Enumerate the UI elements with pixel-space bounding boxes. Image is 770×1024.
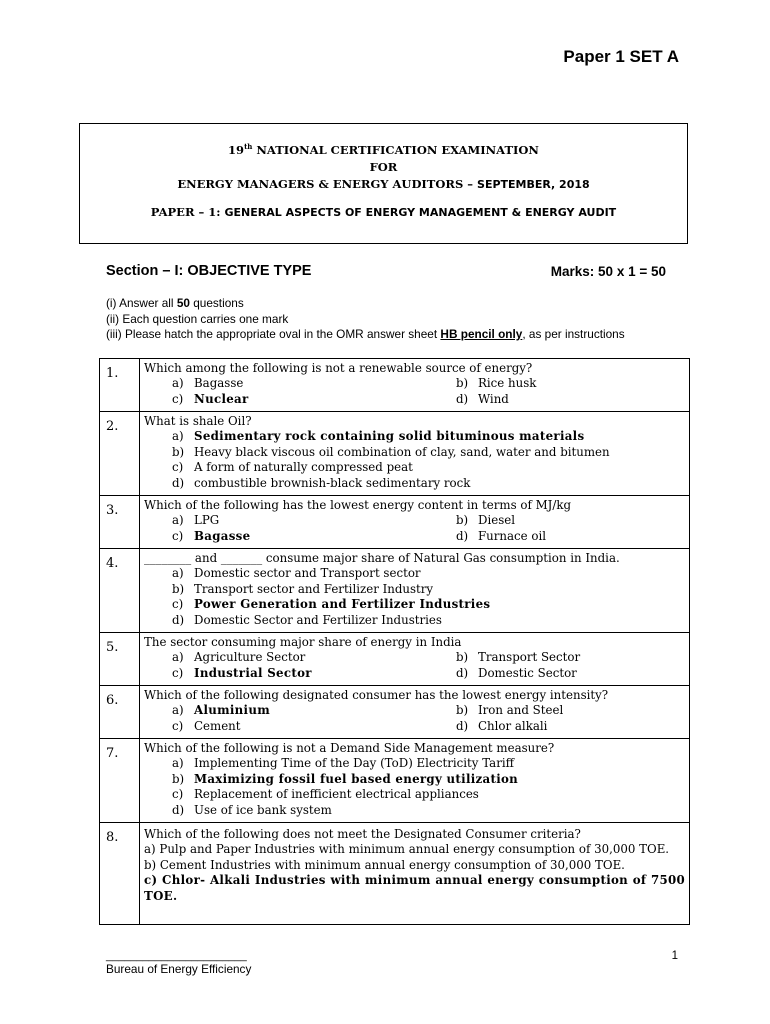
option-b[interactable]: b) Transport sector and Fertilizer Industry bbox=[172, 581, 434, 596]
exam-date: SEPTEMBER, 2018 bbox=[477, 177, 590, 191]
question-text: Which of the following designated consumer has the lowest energy intensity? bbox=[144, 688, 609, 702]
question-number: 1. bbox=[100, 359, 140, 412]
question-body bbox=[140, 412, 690, 496]
exam-title bbox=[80, 142, 687, 157]
instruction-1 bbox=[106, 296, 625, 312]
option-d[interactable]: d) Domestic Sector bbox=[456, 665, 577, 680]
exam-audience bbox=[80, 177, 687, 191]
option-a[interactable]: a) Agriculture Sector bbox=[172, 650, 306, 665]
option-d[interactable]: d) Domestic Sector and Fertilizer Industries bbox=[172, 612, 442, 627]
question-body bbox=[140, 359, 690, 412]
question-row bbox=[100, 633, 690, 686]
option-c[interactable]: c) Industrial Sector bbox=[172, 665, 312, 680]
question-body bbox=[140, 739, 690, 823]
footer-organization: Bureau of Energy Efficiency bbox=[106, 962, 252, 976]
option-d[interactable]: d) combustible brownish-black sedimentary rock bbox=[172, 475, 471, 490]
option-d[interactable]: d) Furnace oil bbox=[456, 528, 547, 543]
question-text: What is shale Oil? bbox=[144, 414, 252, 428]
option-b[interactable]: b) Cement Industries with minimum annual energy consumption of 30,000 TOE. bbox=[144, 857, 625, 872]
instruction-3 bbox=[106, 327, 625, 343]
question-row bbox=[100, 686, 690, 739]
question-number: 6. bbox=[100, 686, 140, 739]
instruction-3-post: , as per instructions bbox=[522, 327, 625, 341]
option-c[interactable]: c) Nuclear bbox=[172, 391, 249, 406]
paper-prefix: PAPER – 1: bbox=[150, 204, 225, 219]
exam-number-suffix: th bbox=[244, 142, 253, 151]
page-number: 1 bbox=[671, 950, 678, 962]
option-c[interactable]: c) Bagasse bbox=[172, 528, 251, 543]
instruction-1-post: questions bbox=[189, 296, 244, 310]
option-c[interactable]: c) Replacement of inefficient electrical appliances bbox=[172, 787, 479, 802]
question-text: Which of the following has the lowest energy content in terms of MJ/kg bbox=[144, 498, 572, 512]
question-row bbox=[100, 359, 690, 412]
question-body bbox=[140, 823, 690, 925]
option-b[interactable]: b) Heavy black viscous oil combination of clay, sand, water and bitumen bbox=[172, 444, 610, 459]
question-text: ________ and _______ consume major share of Natural Gas consumption in India. bbox=[144, 551, 620, 565]
instruction-2: (ii) Each question carries one mark bbox=[106, 311, 289, 326]
exam-number: 19 bbox=[228, 142, 245, 157]
option-b[interactable]: b) Transport Sector bbox=[456, 650, 581, 665]
instruction-3-pencil: HB pencil only bbox=[440, 327, 523, 341]
paper-title-text: GENERAL ASPECTS OF ENERGY MANAGEMENT & ENERGY AUDIT bbox=[224, 205, 617, 219]
exam-title-text: NATIONAL CERTIFICATION EXAMINATION bbox=[252, 142, 539, 157]
question-number: 8. bbox=[100, 823, 140, 925]
question-body bbox=[140, 686, 690, 739]
exam-header-box bbox=[79, 123, 688, 244]
option-d[interactable]: d) Chlor alkali bbox=[456, 718, 548, 733]
exam-for: FOR bbox=[369, 159, 398, 174]
question-row bbox=[100, 412, 690, 496]
section-title: Section – I: OBJECTIVE TYPE bbox=[106, 263, 312, 279]
question-body bbox=[140, 549, 690, 633]
questions-table bbox=[99, 358, 690, 925]
question-text: Which among the following is not a renewable source of energy? bbox=[144, 361, 533, 375]
option-d[interactable]: d) Wind bbox=[456, 391, 509, 406]
option-a[interactable]: a) Sedimentary rock containing solid bituminous materials bbox=[172, 429, 585, 444]
question-body bbox=[140, 633, 690, 686]
option-c[interactable]: c) Cement bbox=[172, 718, 241, 733]
option-c[interactable]: c) Power Generation and Fertilizer Industries bbox=[172, 597, 491, 612]
question-number: 5. bbox=[100, 633, 140, 686]
option-d[interactable]: d) Use of ice bank system bbox=[172, 802, 332, 817]
question-body bbox=[140, 496, 690, 549]
option-b[interactable]: b) Rice husk bbox=[456, 376, 537, 391]
option-b[interactable]: b) Maximizing fossil fuel based energy utilization bbox=[172, 771, 519, 786]
instruction-1-count: 50 bbox=[176, 296, 190, 310]
option-c[interactable]: c) Chlor- Alkali Industries with minimum annual energy consumption of 7500 TOE. bbox=[144, 873, 685, 903]
instruction-1-pre: (i) Answer all bbox=[106, 296, 177, 310]
paper-title bbox=[80, 205, 687, 219]
question-number: 7. bbox=[100, 739, 140, 823]
option-a[interactable]: a) LPG bbox=[172, 513, 220, 528]
option-a[interactable]: a) Aluminium bbox=[172, 703, 270, 718]
question-text: The sector consuming major share of energy in India bbox=[144, 635, 462, 649]
question-row bbox=[100, 496, 690, 549]
option-b[interactable]: b) Diesel bbox=[456, 513, 516, 528]
question-text: Which of the following does not meet the Designated Consumer criteria? bbox=[144, 827, 581, 841]
paper-set-label: Paper 1 SET A bbox=[563, 47, 679, 66]
instructions bbox=[106, 296, 625, 343]
audience-text: ENERGY MANAGERS & ENERGY AUDITORS – bbox=[177, 176, 478, 191]
footer-rule: _______________________ bbox=[106, 950, 247, 962]
option-a[interactable]: a) Pulp and Paper Industries with minimum annual energy consumption of 30,000 TOE. bbox=[144, 842, 670, 857]
option-a[interactable]: a) Domestic sector and Transport sector bbox=[172, 566, 421, 581]
instruction-3-pre: (iii) Please hatch the appropriate oval in the OMR answer sheet bbox=[106, 327, 441, 341]
option-a[interactable]: a) Bagasse bbox=[172, 376, 244, 391]
question-text: Which of the following is not a Demand Side Management measure? bbox=[144, 741, 555, 755]
option-a[interactable]: a) Implementing Time of the Day (ToD) Electricity Tariff bbox=[172, 756, 514, 771]
section-marks: Marks: 50 x 1 = 50 bbox=[550, 264, 666, 279]
option-c[interactable]: c) A form of naturally compressed peat bbox=[172, 460, 413, 475]
question-row bbox=[100, 739, 690, 823]
question-number: 2. bbox=[100, 412, 140, 496]
question-number: 3. bbox=[100, 496, 140, 549]
question-row bbox=[100, 823, 690, 925]
question-number: 4. bbox=[100, 549, 140, 633]
question-row bbox=[100, 549, 690, 633]
option-b[interactable]: b) Iron and Steel bbox=[456, 703, 564, 718]
